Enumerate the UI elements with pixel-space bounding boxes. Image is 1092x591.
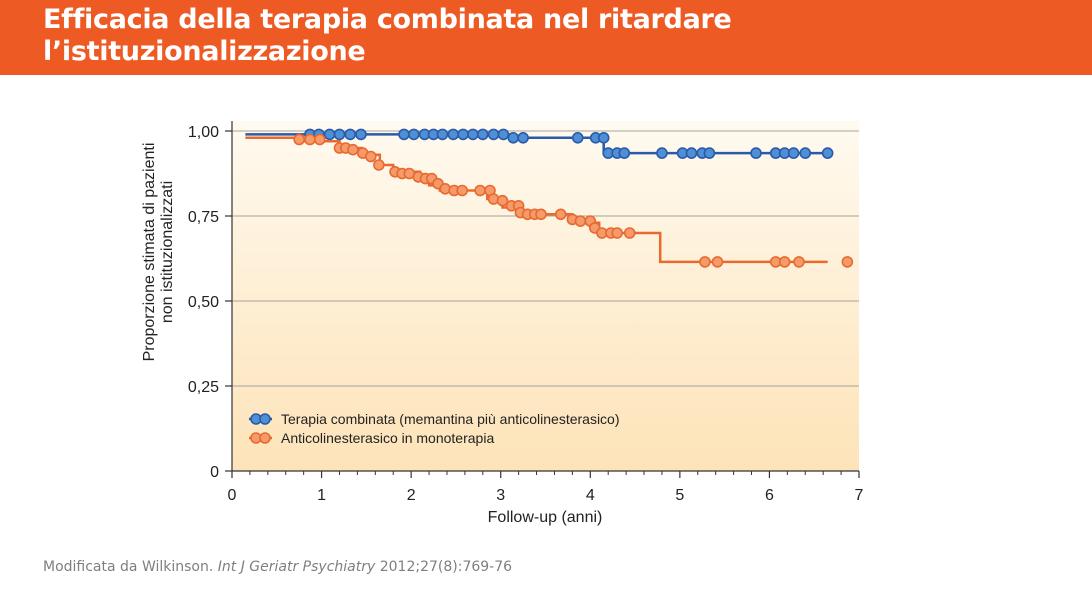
y-axis-label-line-1: Proporzione stimata di pazienti <box>141 142 158 362</box>
censor-marker <box>657 148 667 158</box>
source-journal: Int J Geriatr Psychiatry <box>217 559 376 575</box>
legend-label: Terapia combinata (memantina più anticolinesterasico) <box>281 411 620 427</box>
legend-marker-right <box>260 433 270 443</box>
y-tick-label: 0,25 <box>187 379 219 396</box>
y-axis-label-line-2: non istituzionalizzati <box>159 180 176 324</box>
x-tick-label: 6 <box>764 487 774 504</box>
censor-marker <box>751 148 761 158</box>
censor-marker <box>334 129 344 139</box>
censor-marker <box>356 129 366 139</box>
x-tick-label: 5 <box>675 487 685 504</box>
censor-marker <box>612 228 622 238</box>
slide-title-line-2: l’istituzionalizzazione <box>43 36 366 67</box>
censor-marker <box>619 148 629 158</box>
censor-marker <box>625 228 635 238</box>
x-tick-label: 2 <box>406 487 416 504</box>
censor-marker <box>325 129 335 139</box>
censor-marker <box>599 133 609 143</box>
censor-marker <box>842 257 852 267</box>
censor-marker <box>489 129 499 139</box>
x-tick-label: 3 <box>496 487 506 504</box>
censor-marker <box>575 216 585 226</box>
y-tick-label: 0,75 <box>187 209 219 226</box>
x-tick-label: 7 <box>854 487 864 504</box>
censor-marker <box>498 129 508 139</box>
censor-marker <box>448 129 458 139</box>
x-tick-label: 1 <box>317 487 327 504</box>
censor-marker <box>457 186 467 196</box>
censor-marker <box>348 145 358 155</box>
censor-marker <box>468 129 478 139</box>
censor-marker <box>366 152 376 162</box>
censor-marker <box>687 148 697 158</box>
y-tick-label: 0 <box>210 464 219 481</box>
censor-marker <box>518 133 528 143</box>
censor-marker <box>780 257 790 267</box>
censor-marker <box>573 133 583 143</box>
censor-marker <box>374 160 384 170</box>
censor-marker <box>536 209 546 219</box>
censor-marker <box>345 129 355 139</box>
censor-marker <box>794 257 804 267</box>
censor-marker <box>305 135 315 145</box>
legend-label: Anticolinesterasico in monoterapia <box>281 430 495 446</box>
censor-marker <box>399 129 409 139</box>
censor-marker <box>700 257 710 267</box>
y-tick-label: 1,00 <box>187 124 219 141</box>
x-tick-label: 0 <box>227 487 237 504</box>
censor-marker <box>437 129 447 139</box>
censor-marker <box>704 148 714 158</box>
legend-marker-right <box>260 414 270 424</box>
censor-marker <box>712 257 722 267</box>
censor-marker <box>800 148 810 158</box>
censor-marker <box>556 209 566 219</box>
censor-marker <box>789 148 799 158</box>
censor-marker <box>294 135 304 145</box>
x-axis-label: Follow-up (anni) <box>487 509 603 526</box>
censor-marker <box>409 129 419 139</box>
x-tick-label: 4 <box>585 487 595 504</box>
source-citation <box>43 559 512 575</box>
censor-marker <box>508 133 518 143</box>
censor-marker <box>315 135 325 145</box>
censor-marker <box>478 129 488 139</box>
censor-marker <box>475 186 485 196</box>
y-axis-label <box>141 143 176 362</box>
censor-marker <box>458 129 468 139</box>
censor-marker <box>823 148 833 158</box>
source-prefix: Modificata da Wilkinson. <box>43 559 218 575</box>
source-citation-detail: 2012;27(8):769-76 <box>375 559 513 575</box>
slide-title-line-1: Efficacia della terapia combinata nel ritardare <box>43 4 732 35</box>
y-tick-label: 0,50 <box>187 294 219 311</box>
